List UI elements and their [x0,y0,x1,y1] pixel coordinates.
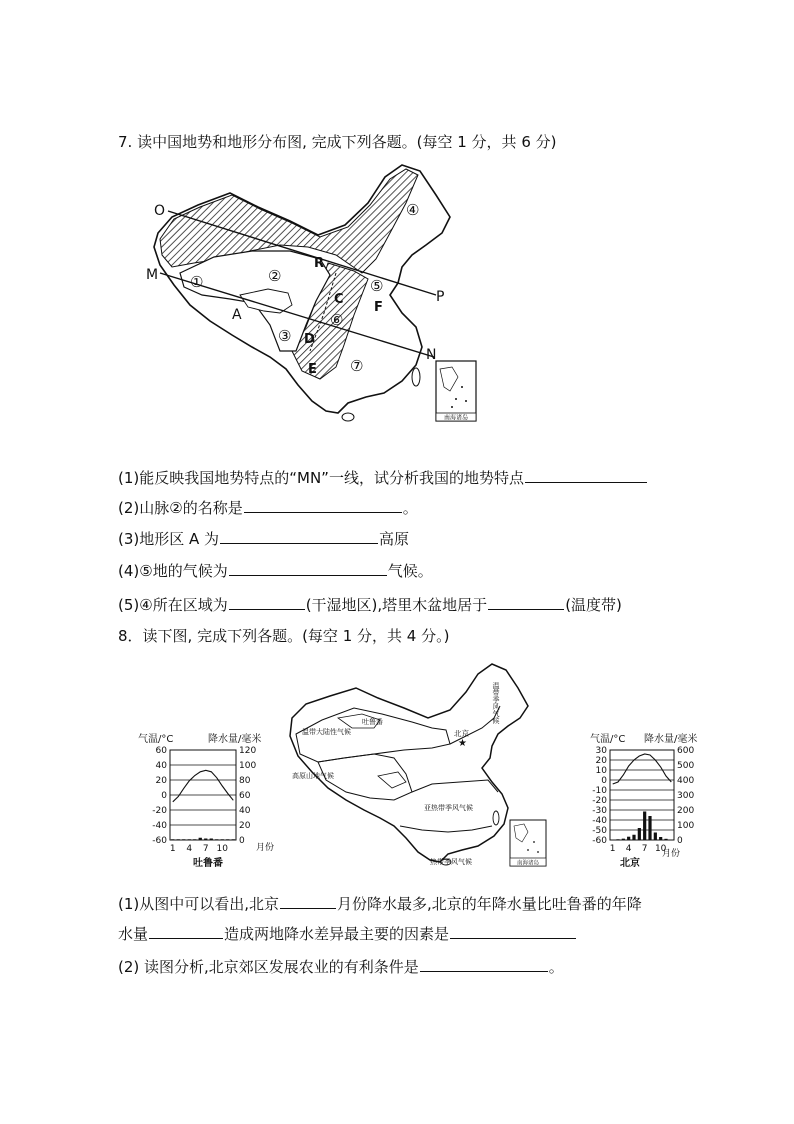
inset-caption-2: 南海诸岛 [516,860,540,867]
temp-tick-label: -30 [592,806,607,816]
temp-tick-label: 0 [601,776,607,786]
temp-tick-label: 0 [161,791,167,801]
precip-bar [182,839,185,840]
label-c: C [334,292,344,307]
label-plateau-mountain: 高原山地气候 [292,772,334,780]
precip-bar [226,839,229,840]
label-o: O [154,203,166,219]
precip-bar [193,839,196,840]
precip-tick-label: 120 [239,746,257,756]
temp-tick-label: 20 [155,776,167,786]
month-tick-label: 7 [202,844,209,854]
month-tick-label: 4 [186,844,193,854]
label-e: E [308,362,317,377]
precip-bar [616,839,619,840]
label-d: D [304,332,315,347]
taiwan-island [412,368,420,386]
temp-tick-label: -20 [152,806,167,816]
precip-bar [622,839,625,840]
answer-blank[interactable] [244,496,402,513]
temp-tick-label: 60 [155,746,167,756]
precip-bar [232,839,235,840]
q7-question-5: (5)④所在区域为 (干湿地区),塔里木盆地居于 (温度带) [118,593,622,615]
precip-tick-label: 300 [677,791,695,801]
temp-tick-label: -60 [592,836,607,846]
month-tick-label: 4 [625,844,632,854]
precip-bar [221,839,224,840]
right-axis-title: 降水量/毫米 [644,734,698,745]
answer-blank[interactable] [488,593,564,610]
month-tick-label: 1 [169,844,176,854]
precip-tick-label: 60 [239,791,251,801]
precip-bar [659,837,662,840]
answer-blank[interactable] [229,593,305,610]
label-turpan: 吐鲁番 [362,718,383,726]
temp-tick-label: -20 [592,796,607,806]
temp-tick-label: -60 [152,836,167,846]
q8-title: 8．读下图, 完成下列各题。(每空 1 分，共 4 分。) [118,627,450,645]
answer-blank[interactable] [149,922,223,939]
precip-tick-label: 600 [677,746,695,756]
inset-caption: 南海诸岛 [443,414,469,422]
left-axis-title: 气温/°C [138,734,174,745]
left-axis-title: 气温/°C [590,734,626,745]
hainan-island [342,413,354,421]
month-tick-label: 10 [654,844,667,854]
precip-tick-label: 40 [239,806,251,816]
q7-question-3: (3)地形区 A 为 高原 [118,527,409,549]
temp-tick-label: 30 [595,746,607,756]
label-circle-6: ⑥ [330,311,344,329]
label-subtropical-monsoon: 亚热带季风气候 [424,804,473,812]
precip-tick-label: 0 [677,836,683,846]
label-circle-3: ③ [278,327,292,345]
q8-question-2: (2) 读图分析,北京郊区发展农业的有利条件是 。 [118,955,564,977]
precip-bar [177,839,180,840]
label-circle-5: ⑤ [370,277,384,295]
chart-title: 吐鲁番 [193,858,223,868]
answer-blank[interactable] [420,955,548,972]
plot-frame [610,750,674,840]
terrain-map [140,155,480,425]
temp-tick-label: -10 [592,786,607,796]
label-a: A [232,307,242,323]
precip-bar [627,837,630,840]
precip-bar [210,839,213,841]
label-p: P [436,289,445,305]
temp-tick-label: 10 [595,766,607,776]
temp-tick-label: -50 [592,826,607,836]
precip-bar [204,839,207,841]
month-tick-label: 1 [609,844,616,854]
precip-tick-label: 20 [239,821,251,831]
month-tick-label: 10 [216,844,228,854]
precip-bar [654,833,657,841]
precip-bar [199,838,202,840]
q7-question-4: (4)⑤地的气候为 气候。 [118,559,433,581]
precip-bar [188,839,191,840]
precip-tick-label: 100 [677,821,695,831]
temp-tick-label: -40 [592,816,607,826]
q8-question-1-line-1: (1)从图中可以看出,北京 月份降水最多,北京的年降水量比吐鲁番的年降 [118,892,642,914]
precip-bar [664,839,667,840]
label-temperate-monsoon: 温带季风气候 [492,682,500,724]
x-unit: 月份 [256,843,275,853]
beijing-climate-chart [584,728,744,868]
precip-tick-label: 500 [677,761,695,771]
label-circle-1: ① [190,273,204,291]
month-tick-label: 7 [641,844,648,854]
precip-tick-label: 0 [239,836,245,846]
q7-question-1: (1)能反映我国地势特点的“MN”一线，试分析我国的地势特点 [118,466,648,488]
precip-bar [632,835,635,840]
temp-tick-label: 40 [155,761,167,771]
temp-tick-label: 20 [595,756,607,766]
label-f: F [374,300,383,315]
answer-blank[interactable] [525,466,647,483]
label-beijing: 北京 [454,729,469,738]
precip-tick-label: 400 [677,776,695,786]
label-r: R [314,256,325,271]
q7-title: 7. 读中国地势和地形分布图, 完成下列各题。(每空 1 分，共 6 分) [118,133,557,151]
temp-tick-label: -40 [152,821,167,831]
precip-bar [648,816,651,840]
answer-blank[interactable] [280,892,336,909]
answer-blank[interactable] [229,559,387,576]
label-m: M [146,267,159,283]
chart-title: 北京 [620,858,640,868]
temperature-line [173,770,234,802]
q7-question-2: (2)山脉②的名称是 。 [118,496,418,518]
temperature-line [613,754,672,784]
south-sea-inset [436,361,476,421]
precip-tick-label: 80 [239,776,251,786]
precip-tick-label: 100 [239,761,257,771]
label-circle-7: ⑦ [350,357,364,375]
precip-tick-label: 200 [677,806,695,816]
right-axis-title: 降水量/毫米 [208,734,262,745]
label-circle-2: ② [268,267,282,285]
label-circle-4: ④ [406,201,420,219]
label-tropical-monsoon: 热带季风气候 [430,858,472,866]
climate-map [282,658,556,870]
precip-bar [638,828,641,840]
answer-blank[interactable] [450,922,576,939]
precip-bar [643,812,646,841]
beijing-star-icon: ★ [458,738,467,749]
x-unit: 月份 [662,849,681,859]
precip-bar [171,839,174,840]
turpan-climate-chart [128,728,288,868]
label-temperate-continental: 温带大陆性气候 [302,728,351,736]
label-n: N [426,347,437,363]
precip-bar [215,839,218,840]
answer-blank[interactable] [220,527,378,544]
q8-question-1-line-2: 水量 造成两地降水差异最主要的因素是 [118,922,577,944]
